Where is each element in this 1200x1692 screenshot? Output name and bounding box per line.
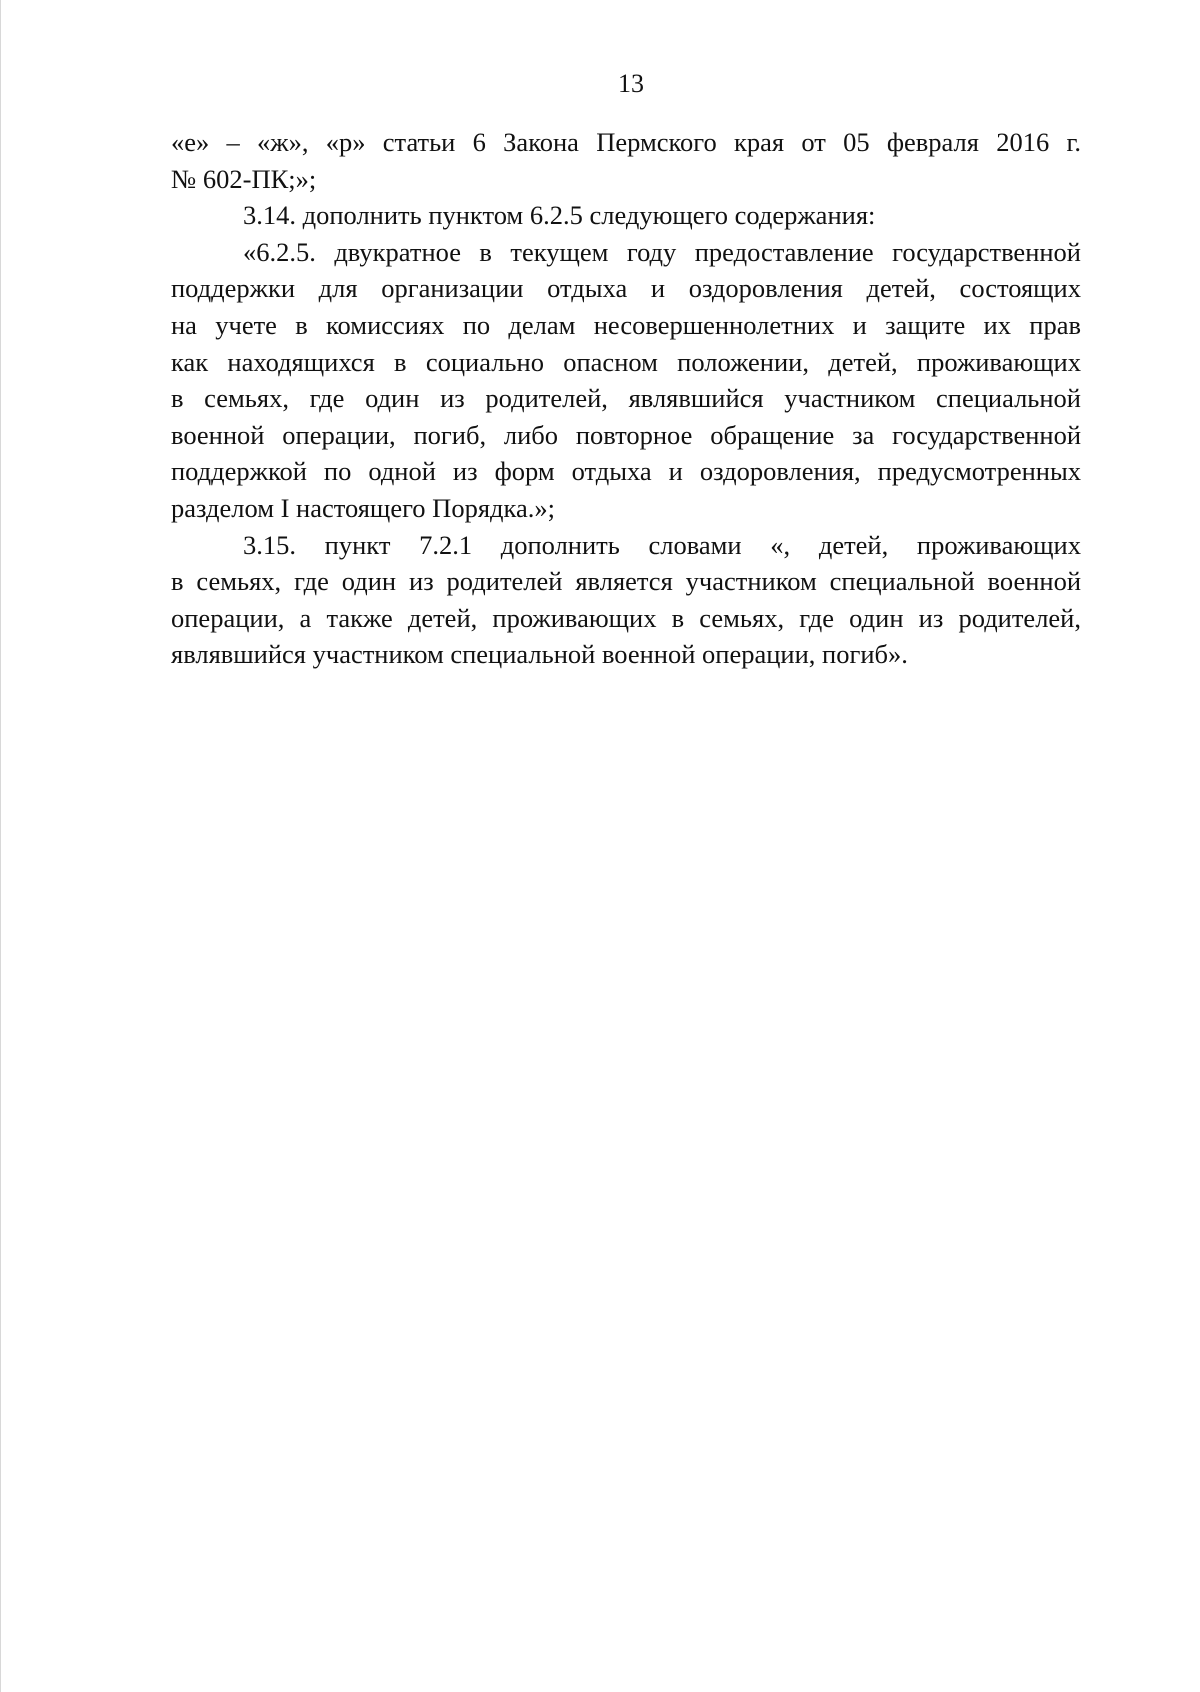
paragraph-6-2-5 xyxy=(171,234,1081,527)
page-number: 13 xyxy=(618,69,644,98)
text-line: операции, а также детей, проживающих в семьях, где один из родителей, xyxy=(171,602,1081,633)
paragraph-3-15 xyxy=(171,527,1081,673)
scan-edge xyxy=(0,0,1,1692)
text-line: № 602-ПК;»; xyxy=(171,163,317,194)
text-line: являвшийся участником специальной военной операции, погиб». xyxy=(171,639,908,670)
text-line: на учете в комиссиях по делам несовершеннолетних и защите их прав xyxy=(171,309,1081,340)
text-line: поддержкой по одной из форм отдыха и оздоровления, предусмотренных xyxy=(171,456,1081,487)
paragraph-3-14 xyxy=(171,197,1081,234)
text-line: «6.2.5. двукратное в текущем году предоставление государственной xyxy=(243,236,1081,267)
text-line: как находящихся в социально опасном положении, детей, проживающих xyxy=(171,346,1081,377)
text-line: 3.15. пункт 7.2.1 дополнить словами «, детей, проживающих xyxy=(243,529,1081,560)
text-line: поддержки для организации отдыха и оздоровления детей, состоящих xyxy=(171,273,1081,304)
text-line: «е» – «ж», «р» статьи 6 Закона Пермского края от 05 февраля 2016 г. xyxy=(171,127,1081,157)
paragraph-continuation xyxy=(171,124,1081,197)
text-line: 3.14. дополнить пунктом 6.2.5 следующего содержания: xyxy=(243,200,876,231)
document-body xyxy=(171,124,1081,673)
text-line: в семьях, где один из родителей, являвшийся участником специальной xyxy=(171,383,1081,414)
text-line: разделом I настоящего Порядка.»; xyxy=(171,492,555,523)
text-line: военной операции, погиб, либо повторное обращение за государственной xyxy=(171,419,1081,450)
text-line: в семьях, где один из родителей является участником специальной военной xyxy=(171,566,1081,597)
